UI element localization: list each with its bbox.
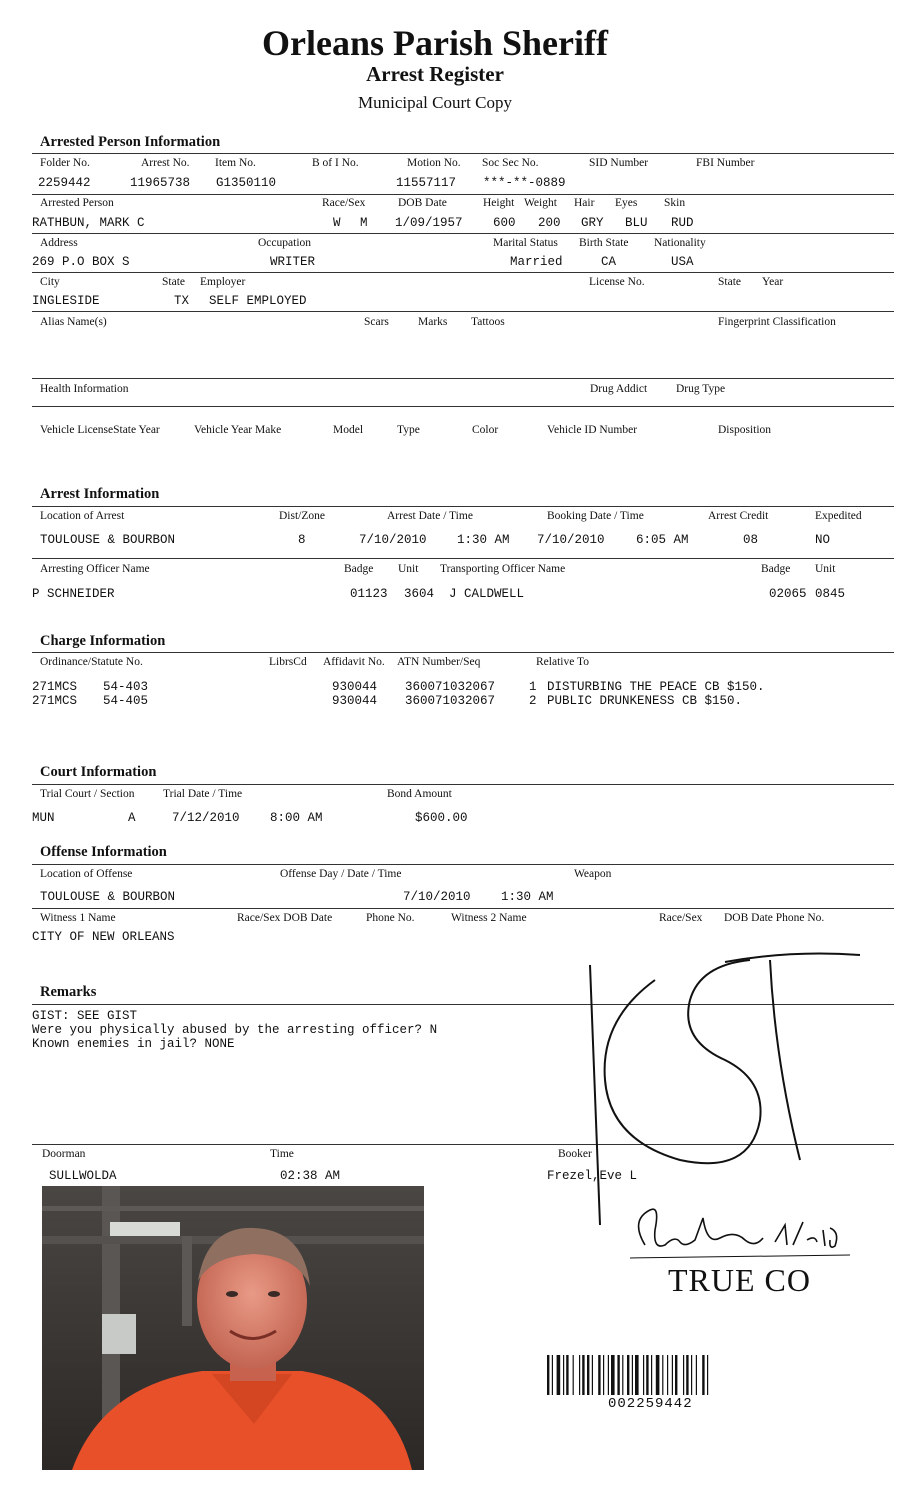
label-city: City bbox=[40, 276, 60, 288]
label-license-state: State bbox=[718, 276, 741, 288]
label-birth-state: Birth State bbox=[579, 237, 629, 249]
label-librscd: LibrsCd bbox=[269, 656, 307, 668]
charge-seq: 2 bbox=[529, 694, 537, 708]
dob: 1/09/1957 bbox=[395, 216, 463, 230]
sub-title: Arrest Register bbox=[366, 62, 504, 86]
label-health: Health Information bbox=[40, 383, 129, 395]
height: 600 bbox=[493, 216, 516, 230]
barcode-bar bbox=[603, 1355, 604, 1395]
race: W bbox=[333, 216, 341, 230]
motion-no: 11557117 bbox=[396, 176, 457, 190]
label-fingerprint: Fingerprint Classification bbox=[718, 316, 836, 328]
birth-state: CA bbox=[601, 255, 617, 269]
transport-unit: 0845 bbox=[815, 587, 846, 601]
label-ordinance: Ordinance/Statute No. bbox=[40, 656, 143, 668]
label-weight: Weight bbox=[524, 197, 557, 209]
label-model: Model bbox=[333, 424, 364, 436]
witness1-name: CITY OF NEW ORLEANS bbox=[32, 930, 175, 944]
label-fbi: FBI Number bbox=[696, 157, 755, 169]
label-atn: ATN Number/Seq bbox=[397, 656, 481, 668]
charge-seq: 1 bbox=[529, 680, 537, 694]
section-arrested-person: Arrested Person Information bbox=[40, 134, 221, 150]
label-sid: SID Number bbox=[589, 157, 649, 169]
label-dist-zone: Dist/Zone bbox=[279, 510, 325, 522]
certification-signature bbox=[625, 1200, 855, 1265]
barcode-bar bbox=[587, 1355, 589, 1395]
officer-unit: 3604 bbox=[404, 587, 435, 601]
barcode-bar bbox=[608, 1355, 609, 1395]
barcode-bar bbox=[592, 1355, 593, 1395]
label-arrest-no: Arrest No. bbox=[141, 157, 190, 169]
section-court: Court Information bbox=[40, 764, 157, 780]
section-remarks: Remarks bbox=[40, 984, 97, 1000]
label-booker: Booker bbox=[558, 1148, 592, 1160]
label-motion-no: Motion No. bbox=[407, 157, 461, 169]
remark-line: GIST: SEE GIST bbox=[32, 1009, 138, 1023]
label-transport-unit: Unit bbox=[815, 563, 836, 575]
arrest-location: TOULOUSE & BOURBON bbox=[40, 533, 176, 547]
label-weapon: Weapon bbox=[574, 868, 612, 880]
label-drug-type: Drug Type bbox=[676, 383, 726, 395]
officer-badge: 01123 bbox=[350, 587, 388, 601]
label-state: State bbox=[162, 276, 185, 288]
label-transport-badge: Badge bbox=[761, 563, 791, 575]
barcode-bar bbox=[598, 1355, 600, 1395]
label-soc-sec: Soc Sec No. bbox=[482, 157, 539, 169]
label-witness2: Witness 2 Name bbox=[451, 912, 527, 924]
label-arrested-person: Arrested Person bbox=[40, 197, 114, 209]
label-dob: DOB Date bbox=[398, 197, 447, 209]
label-skin: Skin bbox=[664, 197, 686, 209]
label-arrest-date-time: Arrest Date / Time bbox=[387, 510, 473, 522]
barcode-bar bbox=[683, 1355, 684, 1395]
label-witness2-dob-phone: DOB Date Phone No. bbox=[724, 912, 825, 924]
label-scars: Scars bbox=[364, 316, 389, 328]
eyes: BLU bbox=[625, 216, 648, 230]
booking-photo-illustration bbox=[42, 1186, 424, 1470]
label-trial-court: Trial Court / Section bbox=[40, 788, 135, 800]
address: 269 P.O BOX S bbox=[32, 255, 130, 269]
remark-line: Known enemies in jail? NONE bbox=[32, 1037, 235, 1051]
label-b-of-i: B of I No. bbox=[312, 157, 359, 169]
barcode-bar bbox=[646, 1355, 648, 1395]
label-height: Height bbox=[483, 197, 515, 209]
label-doorman: Doorman bbox=[42, 1148, 86, 1160]
charge-atn: 360071032067 bbox=[405, 694, 496, 708]
section-charge: Charge Information bbox=[40, 633, 166, 649]
item-no: G1350110 bbox=[216, 176, 277, 190]
label-booking-date-time: Booking Date / Time bbox=[547, 510, 644, 522]
label-address: Address bbox=[40, 237, 78, 249]
true-copy-stamp: TRUE CO bbox=[668, 1262, 811, 1298]
barcode-bar bbox=[656, 1355, 660, 1395]
arrest-no: 11965738 bbox=[130, 176, 191, 190]
label-bond-amount: Bond Amount bbox=[387, 788, 452, 800]
label-type: Type bbox=[397, 424, 420, 436]
barcode-bar bbox=[557, 1355, 561, 1395]
handwritten-initials bbox=[560, 940, 920, 1240]
label-offense-location: Location of Offense bbox=[40, 868, 133, 880]
folder-no: 2259442 bbox=[38, 176, 91, 190]
trial-date: 7/12/2010 bbox=[172, 811, 240, 825]
label-badge: Badge bbox=[344, 563, 374, 575]
label-arrest-location: Location of Arrest bbox=[40, 510, 125, 522]
bond-amount: $600.00 bbox=[415, 811, 468, 825]
label-employer: Employer bbox=[200, 276, 246, 288]
hair: GRY bbox=[581, 216, 604, 230]
barcode-bar bbox=[563, 1355, 564, 1395]
label-transport-officer: Transporting Officer Name bbox=[440, 563, 566, 575]
label-race-sex: Race/Sex bbox=[322, 197, 366, 209]
barcode-bar bbox=[667, 1355, 668, 1395]
label-affidavit: Affidavit No. bbox=[323, 656, 385, 668]
arrest-date: 7/10/2010 bbox=[359, 533, 427, 547]
offense-date: 7/10/2010 bbox=[403, 890, 471, 904]
label-license-year: Year bbox=[762, 276, 784, 288]
barcode-bar bbox=[691, 1355, 692, 1395]
section-offense: Offense Information bbox=[40, 844, 167, 860]
charge-affidavit: 930044 bbox=[332, 680, 378, 694]
nationality: USA bbox=[671, 255, 694, 269]
label-arresting-officer: Arresting Officer Name bbox=[40, 563, 150, 575]
label-expedited: Expedited bbox=[815, 510, 862, 522]
transport-officer: J CALDWELL bbox=[449, 587, 525, 601]
charge-affidavit: 930044 bbox=[332, 694, 378, 708]
label-witness1-phone: Phone No. bbox=[366, 912, 415, 924]
label-witness2-race: Race/Sex bbox=[659, 912, 703, 924]
occupation: WRITER bbox=[270, 255, 316, 269]
trial-time: 8:00 AM bbox=[270, 811, 323, 825]
sex: M bbox=[360, 216, 368, 230]
label-hair: Hair bbox=[574, 197, 595, 209]
arresting-officer: P SCHNEIDER bbox=[32, 587, 115, 601]
booking-date: 7/10/2010 bbox=[537, 533, 605, 547]
doorman-time: 02:38 AM bbox=[280, 1169, 341, 1183]
label-marks: Marks bbox=[418, 316, 448, 328]
label-vehicle-year: Vehicle Year Make bbox=[194, 424, 282, 436]
marital-status: Married bbox=[510, 255, 563, 269]
barcode-bar bbox=[627, 1355, 629, 1395]
charge-statute: 54-403 bbox=[103, 680, 149, 694]
charge-code: 271MCS bbox=[32, 680, 78, 694]
barcode-bar bbox=[651, 1355, 652, 1395]
label-item-no: Item No. bbox=[215, 157, 256, 169]
barcode-bar bbox=[547, 1355, 549, 1395]
barcode-bar bbox=[632, 1355, 633, 1395]
barcode-number: 002259442 bbox=[608, 1396, 693, 1412]
label-trial-date-time: Trial Date / Time bbox=[163, 788, 243, 800]
barcode-bar bbox=[672, 1355, 673, 1395]
label-color: Color bbox=[472, 424, 499, 436]
label-disposition: Disposition bbox=[718, 424, 772, 436]
section-arrest: Arrest Information bbox=[40, 486, 160, 502]
label-alias: Alias Name(s) bbox=[40, 316, 107, 328]
label-drug-addict: Drug Addict bbox=[590, 383, 648, 395]
copy-label: Municipal Court Copy bbox=[358, 93, 512, 112]
label-time: Time bbox=[270, 1148, 294, 1160]
offense-time: 1:30 AM bbox=[501, 890, 554, 904]
label-unit: Unit bbox=[398, 563, 419, 575]
employer: SELF EMPLOYED bbox=[209, 294, 307, 308]
barcode-bar bbox=[573, 1355, 574, 1395]
weight: 200 bbox=[538, 216, 561, 230]
label-nationality: Nationality bbox=[654, 237, 706, 249]
label-relative-to: Relative To bbox=[536, 656, 589, 668]
barcode-bar bbox=[579, 1355, 580, 1395]
label-marital: Marital Status bbox=[493, 237, 558, 249]
trial-section: A bbox=[128, 811, 136, 825]
booking-photo bbox=[42, 1186, 424, 1470]
trial-court: MUN bbox=[32, 811, 55, 825]
barcode-bar bbox=[635, 1355, 639, 1395]
charge-code: 271MCS bbox=[32, 694, 78, 708]
main-title: Orleans Parish Sheriff bbox=[262, 23, 608, 63]
arrest-time: 1:30 AM bbox=[457, 533, 510, 547]
label-eyes: Eyes bbox=[615, 197, 638, 209]
person-name: RATHBUN, MARK C bbox=[32, 216, 145, 230]
label-arrest-credit: Arrest Credit bbox=[708, 510, 769, 522]
barcode-bar bbox=[707, 1355, 708, 1395]
arrest-credit: 08 bbox=[743, 533, 759, 547]
barcode-bar bbox=[686, 1355, 688, 1395]
offense-location: TOULOUSE & BOURBON bbox=[40, 890, 176, 904]
state: TX bbox=[174, 294, 190, 308]
barcode-bar bbox=[617, 1355, 619, 1395]
city: INGLESIDE bbox=[32, 294, 100, 308]
dist-zone: 8 bbox=[298, 533, 306, 547]
charge-atn: 360071032067 bbox=[405, 680, 496, 694]
barcode-bar bbox=[675, 1355, 677, 1395]
barcode-bar bbox=[702, 1355, 704, 1395]
soc-sec-no: ***-**-0889 bbox=[483, 176, 566, 190]
barcode-bar bbox=[611, 1355, 615, 1395]
label-folder-no: Folder No. bbox=[40, 157, 90, 169]
barcode-bar bbox=[552, 1355, 553, 1395]
barcode-bar bbox=[622, 1355, 623, 1395]
barcode-bar bbox=[696, 1355, 697, 1395]
label-witness1: Witness 1 Name bbox=[40, 912, 116, 924]
label-occupation: Occupation bbox=[258, 237, 312, 249]
charge-description: DISTURBING THE PEACE CB $150. bbox=[547, 680, 765, 694]
label-vin: Vehicle ID Number bbox=[547, 424, 638, 436]
skin: RUD bbox=[671, 216, 694, 230]
remark-line: Were you physically abused by the arresting officer? N bbox=[32, 1023, 438, 1037]
doorman-name: SULLWOLDA bbox=[49, 1169, 117, 1183]
label-license-no: License No. bbox=[589, 276, 645, 288]
barcode-bar bbox=[566, 1355, 568, 1395]
booking-time: 6:05 AM bbox=[636, 533, 689, 547]
barcode bbox=[547, 1355, 765, 1395]
label-vehicle-license: Vehicle LicenseState Year bbox=[40, 424, 160, 436]
transport-badge: 02065 bbox=[769, 587, 807, 601]
label-offense-date-time: Offense Day / Date / Time bbox=[280, 868, 402, 880]
label-tattoos: Tattoos bbox=[471, 316, 505, 328]
booker-name: Frezel,Eve L bbox=[547, 1169, 638, 1183]
expedited: NO bbox=[815, 533, 831, 547]
barcode-bar bbox=[643, 1355, 644, 1395]
barcode-bar bbox=[662, 1355, 663, 1395]
charge-description: PUBLIC DRUNKENESS CB $150. bbox=[547, 694, 743, 708]
barcode-bar bbox=[582, 1355, 584, 1395]
label-witness1-race-dob: Race/Sex DOB Date bbox=[237, 912, 333, 924]
charge-statute: 54-405 bbox=[103, 694, 149, 708]
